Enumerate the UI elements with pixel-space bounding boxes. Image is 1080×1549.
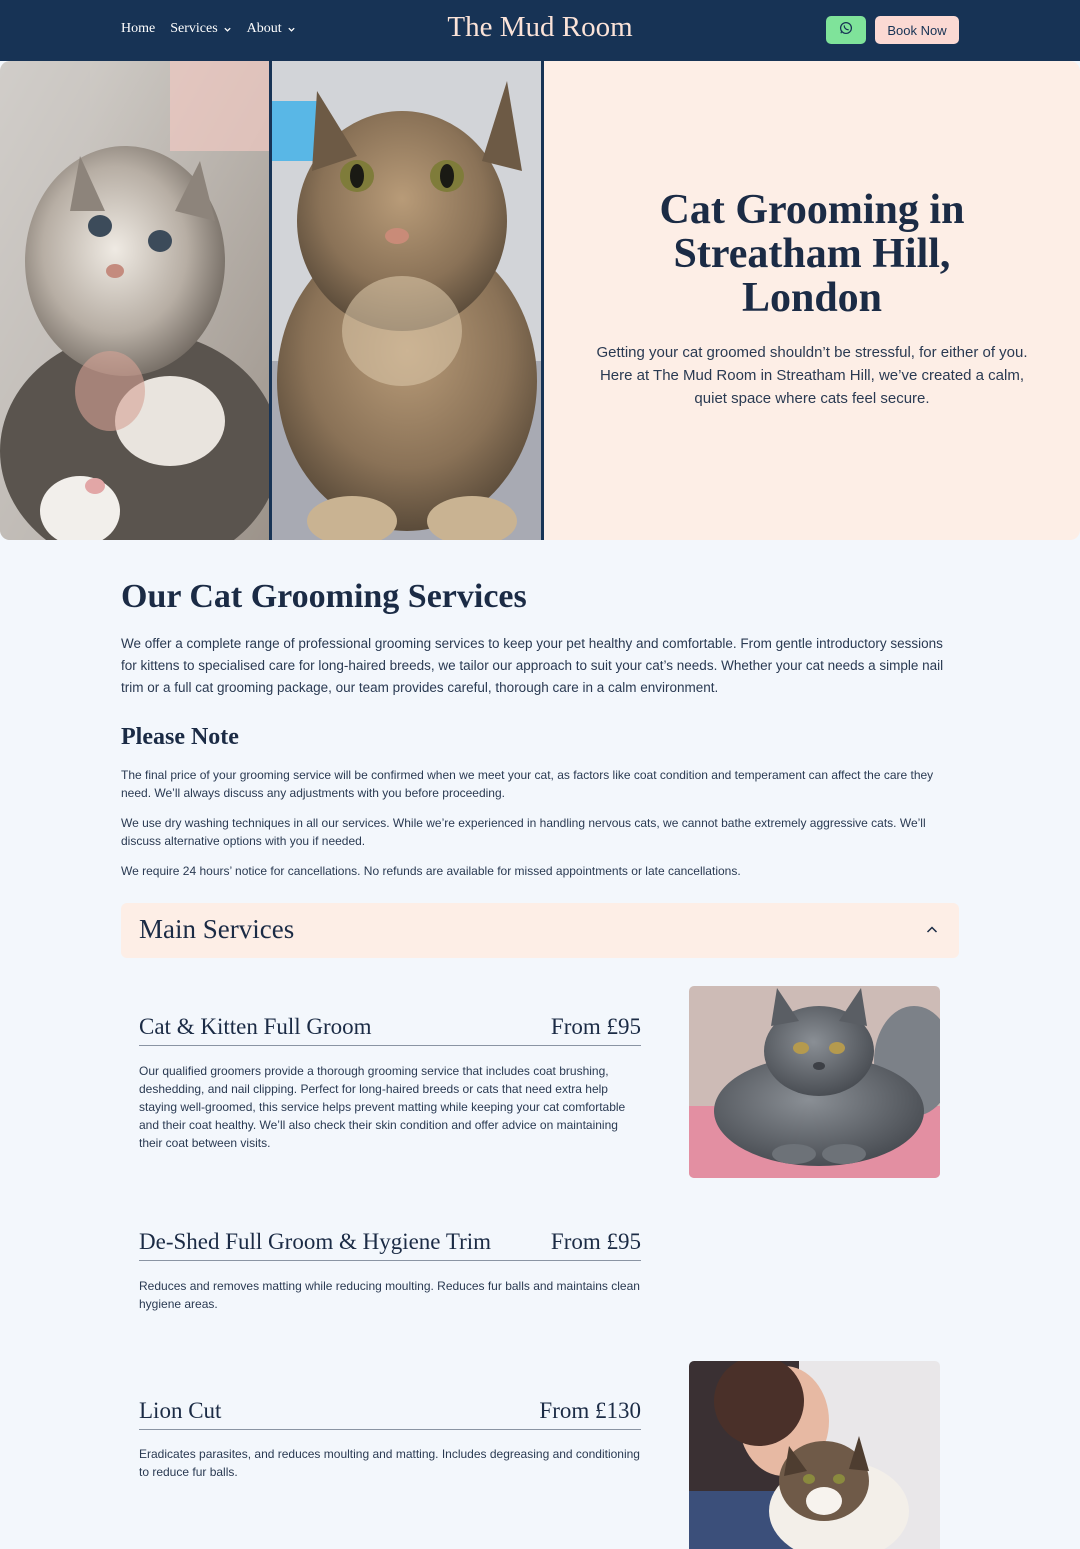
service-image-grey-cat (689, 986, 940, 1178)
whatsapp-button[interactable] (826, 16, 866, 44)
top-navigation (0, 0, 1080, 61)
services-heading: Our Cat Grooming Services (121, 578, 527, 615)
brand-logo[interactable]: The Mud Room (447, 11, 633, 43)
nav-link-services[interactable]: Services (170, 21, 231, 37)
hero-image-divider (541, 61, 544, 540)
nav-link-home[interactable]: Home (121, 21, 156, 36)
services-intro: We offer a complete range of professional grooming services to keep your pet healthy and comfortable. From gentle introductory sessions for kittens to specialised care for long-haired breeds, we tailor our approach to suit your cat’s needs. Whether your cat needs a simple nail trim or a full cat grooming package, our team provides careful, thorough care in a calm environment. (121, 636, 944, 695)
hero-section (0, 61, 1080, 540)
service-name: Cat & Kitten Full Groom (139, 1014, 372, 1039)
service-price: From £95 (550, 1014, 641, 1039)
note-paragraph-washing: We use dry washing techniques in all our services. While we’re experienced in handling nervous cats, we cannot bathe extremely aggressive cats. We’ll discuss alternative options with you if needed. (121, 816, 926, 848)
whatsapp-icon (839, 21, 853, 40)
please-note-heading: Please Note (121, 724, 239, 750)
accordion-title: Main Services (139, 914, 295, 944)
service-price: From £130 (539, 1398, 641, 1423)
service-description: Reduces and removes matting while reducing moulting. Reduces fur balls and maintains clean hygiene areas. (139, 1279, 640, 1311)
service-image-woman-with-cat (689, 1361, 940, 1549)
chevron-up-icon[interactable] (925, 923, 939, 937)
note-paragraph-cancellation: We require 24 hours’ notice for cancellations. No refunds are available for missed appointments or late cancellations. (121, 864, 741, 878)
main-services-accordion[interactable] (121, 903, 959, 958)
note-paragraph-pricing: The final price of your grooming service will be confirmed when we meet your cat, as factors like coat condition and temperament can affect the care they need. We’ll always discuss any adjustments with you before proceeding. (121, 768, 934, 800)
service-item-lion-cut (139, 1390, 641, 1430)
service-name: De-Shed Full Groom & Hygiene Trim (139, 1229, 492, 1254)
service-item-full-groom (139, 1006, 641, 1046)
hero-image-tabby-cat (272, 61, 541, 540)
nav-link-about[interactable]: About (247, 21, 296, 37)
service-description: Eradicates parasites, and reduces moulting and matting. Includes degreasing and conditioning to reduce fur balls. (139, 1447, 640, 1479)
service-item-deshed (139, 1221, 641, 1261)
hero-title: Cat Grooming in Streatham Hill, London (659, 187, 965, 321)
book-now-button[interactable]: Book Now (875, 16, 959, 44)
service-description: Our qualified groomers provide a thorough grooming service that includes coat brushing, deshedding, and nail clipping. Perfect for long-haired breeds or cats that need extra help staying well-groomed, this service helps prevent matting while keeping your cat comfortable and their coat healthy. We’ll also check their skin condition and offer advice on maintaining their coat between visits. (139, 1064, 626, 1150)
hero-description: Getting your cat groomed shouldn’t be stressful, for either of you. Here at The Mud Room in Streatham Hill, we’ve created a calm, quiet space where cats feel secure. (596, 344, 1028, 407)
service-price: From £95 (550, 1229, 641, 1254)
service-name: Lion Cut (139, 1398, 222, 1423)
hero-image-fluffy-cat (0, 61, 269, 540)
